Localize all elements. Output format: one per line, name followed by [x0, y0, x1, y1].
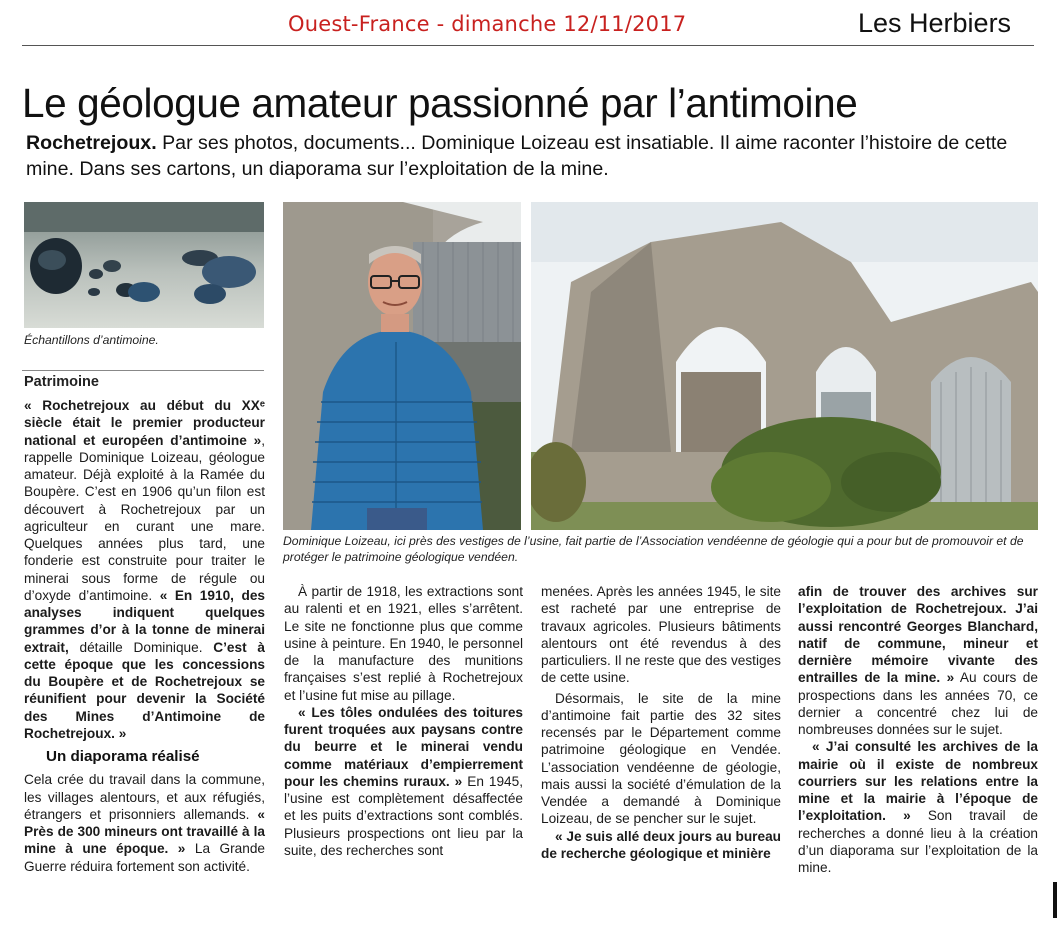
article-column-3 [541, 583, 781, 862]
quote-text: « Rochetrejoux au début du XXᵉ siècle était le premier producteur national et européen d’antimoine » [24, 398, 265, 448]
article-headline: Le géologue amateur passionné par l’antimoine [22, 80, 858, 126]
article-column-4 [798, 583, 1038, 876]
body-text: Cela crée du travail dans la commune, les villages alentours, et aux réfugiés, étrangers et prisonniers allemands. [24, 772, 265, 822]
quote-text: « Les tôles ondulées des toitures furent troquées aux paysans contre du beurre et le minerai vendu comme matériaux d’empierrement pour les chemins ruraux. » [284, 704, 523, 789]
paragraph: À partir de 1918, les extractions sont au ralenti et en 1921, elles s’arrêtent. Le site ne fonctionne plus que comme usine à peinture. En 1940, le personnel de la manufacture des munitions françaises s’est replié à Rochetrejoux et l’usine fut mise au pillage. [284, 584, 523, 703]
antimony-samples-illustration [24, 202, 264, 328]
quote-text: « Près de 300 mineurs ont travaillé à la mine à une époque. » [24, 806, 265, 857]
body-text: En 1945, l’usine est complètement désaffectée et les puits d’extractions sont comblés. Plusieurs prospections ont lieu par la suite, des recherches sont [284, 773, 523, 858]
header-rule [22, 45, 1034, 46]
edition-city: Les Herbiers [858, 8, 1012, 38]
body-text: détaille Dominique. [68, 639, 214, 655]
standfirst-text: Par ses photos, documents... Dominique Loizeau est insatiable. Il aime raconter l’histoire de cette mine. Dans ses cartons, un diaporama sur l’exploitation de la mine. [26, 132, 1008, 180]
quote-text: « En 1910, des analyses indiquent quelques grammes d’or à la tonne de minerai extrait, [24, 587, 266, 655]
article-column-2 [284, 583, 523, 859]
quote-text: afin de trouver des archives sur l’exploitation de Rochetrejoux. J’ai aussi rencontré Georges Blanchard, natif de commune, mineur et dernière mémoire vivante des entrailles de la mine. » [798, 584, 1038, 686]
paragraph [24, 771, 265, 875]
paragraph [798, 738, 1038, 876]
article-column-1 [24, 397, 265, 875]
paragraph [284, 704, 523, 859]
quote-text: « J’ai consulté les archives de la mairie où il existe de nombreux courriers sur les relations entre la mine et la mairie à l’époque de l’exploitation. » [798, 739, 1038, 824]
samples-photo-caption: Échantillons d’antimoine. [24, 333, 159, 347]
body-text: Son travail de recherches a donné lieu à la création d’un diaporama sur l’exploitation de la mine. [798, 808, 1038, 875]
paragraph [541, 828, 781, 863]
rubric-rule [22, 370, 264, 371]
quote-text: C’est à cette époque que les concessions du Boupère et de Rochetrejoux se réunifient pour devenir la Société des Mines d’Antimoine de Rochetrejoux. » [24, 639, 265, 741]
section-rubric: Patrimoine [24, 374, 99, 390]
mine-ruins-photo [531, 202, 1038, 530]
article-standfirst [26, 131, 1036, 182]
paragraph [24, 397, 265, 742]
page-edge-mark [1053, 882, 1057, 918]
mine-ruins-illustration [531, 202, 1038, 530]
paragraph: menées. Après les années 1945, le site est racheté par une entreprise de travaux agricoles. Plusieurs bâtiments alentours ont été revendus à des particuliers. Il ne reste que des vestiges de cette usine. [541, 584, 781, 686]
article-subheading: Un diaporama réalisé [46, 748, 200, 765]
body-text: , rappelle Dominique Loizeau, géologue amateur. Déjà exploité à la Ramée du Boupère. C’est en 1906 qu’un filon est découvert à Rochetrejoux par un agriculteur en curant une mare. Quelques années plus tard, une fonderie est construite pour traiter le minerai sous forme de régule ou d’oxyde d’antimoine. [24, 432, 265, 603]
body-text: La Grande Guerre réduira fortement son activité. [24, 841, 265, 874]
paragraph: Désormais, le site de la mine d’antimoine fait partie des 32 sites recensés par le Département comme patrimoine géologique en Vendée. L’association vendéenne de géologie, mais aussi la société d’émulation de la Vendée a demandé à Dominique Loizeau, de se pencher sur le sujet. [541, 690, 781, 827]
paragraph [798, 583, 1038, 738]
standfirst-location: Rochetrejoux. [26, 132, 157, 154]
newspaper-source-date: Ouest-France - dimanche 12/11/2017 [288, 12, 687, 36]
main-photo-caption: Dominique Loizeau, ici près des vestiges de l’usine, fait partie de l’Association vendéenne de géologie qui a pour but de promouvoir et de protéger le patrimoine géologique vendéen. [283, 534, 1024, 564]
quote-text: « Je suis allé deux jours au bureau de recherche géologique et minière [541, 828, 781, 861]
body-text: Au cours de prospections dans les années 70, ce dernier a concentré chez lui de nombreuses données sur le sujet. [798, 670, 1038, 737]
portrait-illustration [283, 202, 521, 530]
portrait-photo [283, 202, 521, 530]
antimony-samples-photo [24, 202, 264, 328]
